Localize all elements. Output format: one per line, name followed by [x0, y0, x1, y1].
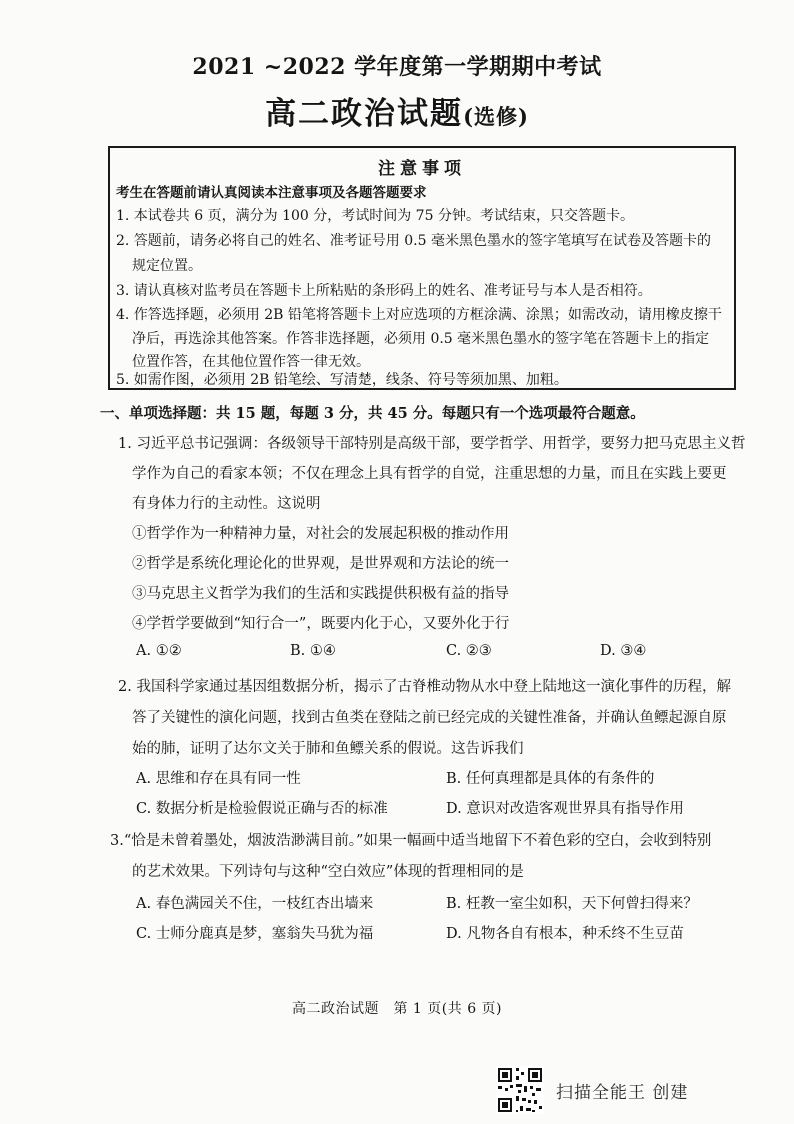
q2-option-d: D. 意识对改造客观世界具有指导作用 — [446, 801, 684, 817]
notice-line: 1. 本试卷共 6 页，满分为 100 分，考试时间为 75 分钟。考试结束，只交答题卡。 — [116, 208, 634, 224]
q1-stem-line: 学作为自己的看家本领；不仅在理念上具有哲学的自觉，注重思想的力量，而且在实践上要更 — [132, 466, 727, 482]
notice-line: 4. 作答选择题，必须用 2B 铅笔将答题卡上对应选项的方框涂满、涂黑；如需改动，请用橡皮擦干 — [116, 307, 722, 323]
exam-session-title: 2021 ~2022 学年度第一学期期中考试 — [192, 54, 602, 80]
q2-stem-line: 2. 我国科学家通过基因组数据分析，揭示了古脊椎动物从水中登上陆地这一演化事件的历程，解 — [118, 679, 731, 695]
q2-option-a: A. 思维和存在具有同一性 — [136, 771, 301, 787]
q2-stem-line: 始的肺，证明了达尔文关于肺和鱼鳔关系的假说。这告诉我们 — [132, 741, 524, 757]
q1-stem-line: 有身体力行的主动性。这说明 — [132, 496, 321, 512]
q1-statement: ①哲学作为一种精神力量，对社会的发展起积极的推动作用 — [132, 526, 509, 542]
q2-stem-line: 答了关键性的演化问题，找到古鱼类在登陆之前已经完成的关键性准备，并确认鱼鳔起源自原 — [132, 710, 727, 726]
q1-statement: ②哲学是系统化理论化的世界观，是世界观和方法论的统一 — [132, 556, 509, 572]
notice-box — [108, 146, 736, 390]
scanner-watermark: 扫描全能王 创建 — [556, 1083, 689, 1103]
q3-option-a: A. 春色满园关不住，一枝红杏出墙来 — [136, 896, 374, 912]
notice-line: 2. 答题前，请务必将自己的姓名、准考证号用 0.5 毫米黑色墨水的签字笔填写在试卷及答题卡的 — [116, 233, 711, 249]
q1-statement: ④学哲学要做到“知行合一”，既要内化于心，又要外化于行 — [132, 616, 510, 632]
notice-subtitle: 考生在答题前请认真阅读本注意事项及各题答题要求 — [116, 185, 427, 201]
notice-line: 规定位置。 — [132, 258, 202, 274]
notice-title: 注意事项 — [378, 159, 466, 179]
q1-option-d: D. ③④ — [600, 643, 647, 659]
q3-option-d: D. 凡物各自有根本，种禾终不生豆苗 — [446, 926, 684, 942]
q2-option-b: B. 任何真理都是具体的有条件的 — [446, 771, 655, 787]
q1-stem-line: 1. 习近平总书记强调：各级领导干部特别是高级干部，要学哲学、用哲学，要努力把马克思主义哲 — [118, 436, 746, 452]
section-heading: 一、单项选择题：共 15 题，每题 3 分，共 45 分。每题只有一个选项最符合题意。 — [100, 405, 645, 422]
exam-subject-title — [0, 88, 794, 133]
q2-option-c: C. 数据分析是检验假说正确与否的标准 — [136, 801, 388, 817]
notice-line: 3. 请认真核对监考员在答题卡上所粘贴的条形码上的姓名、准考证号与本人是否相符。 — [116, 283, 652, 299]
page-footer: 高二政治试题 第 1 页(共 6 页) — [291, 1001, 503, 1017]
subject-title-note: (选修) — [463, 104, 529, 129]
q1-option-b: B. ①④ — [290, 643, 336, 659]
subject-title-main: 高二政治试题 — [265, 96, 464, 132]
notice-line: 位置作答，在其他位置作答一律无效。 — [132, 354, 370, 370]
q1-option-a: A. ①② — [136, 643, 182, 659]
q1-option-c: C. ②③ — [446, 643, 492, 659]
qr-code-icon — [496, 1066, 544, 1114]
q3-stem-line: 的艺术效果。下列诗句与这种“空白效应”体现的哲理相同的是 — [132, 864, 524, 880]
notice-line: 净后，再选涂其他答案。作答非选择题，必须用 0.5 毫米黑色墨水的签字笔在答题卡上的指定 — [132, 331, 710, 347]
q3-option-c: C. 士师分鹿真是梦，塞翁失马犹为福 — [136, 926, 374, 942]
q1-statement: ③马克思主义哲学为我们的生活和实践提供积极有益的指导 — [132, 586, 509, 602]
q3-option-b: B. 枉教一室尘如积，天下何曾扫得来？ — [446, 896, 698, 912]
notice-line: 5. 如需作图，必须用 2B 铅笔绘、写清楚，线条、符号等须加黑、加粗。 — [116, 372, 568, 388]
q3-stem-line: 3.“恰是未曾着墨处，烟波浩渺满目前。”如果一幅画中适当地留下不着色彩的空白，会收到特别 — [110, 833, 712, 849]
